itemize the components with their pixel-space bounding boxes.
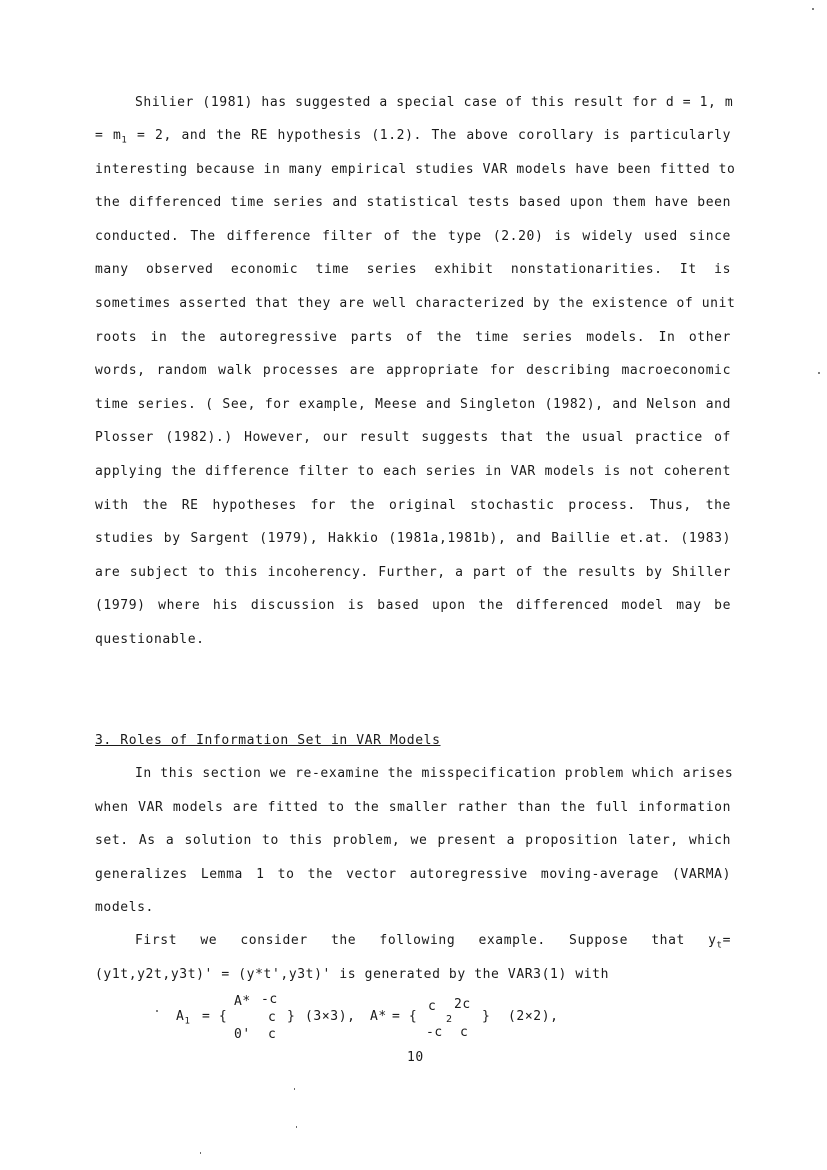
section-paragraph-last-line: models. (95, 900, 154, 915)
equals-brace-1: = { (202, 1009, 228, 1024)
matrix-a-star-label: A* (370, 1009, 387, 1024)
matrix1-c: c (268, 1010, 277, 1025)
matrix2-exponent: 2 (446, 1014, 453, 1025)
matrix2-c-bottom: c (460, 1025, 469, 1040)
scan-speck (294, 1088, 295, 1090)
example-equals: = (722, 933, 731, 948)
page-number: 10 (407, 1050, 424, 1065)
paragraph-1-line: words, random walk processes are appropriate for describing macroeconomic (95, 363, 731, 378)
section-paragraph-line-1: In this section we re-examine the misspecification problem which arises (135, 766, 734, 781)
example-subscript: t (716, 940, 723, 951)
example-line-1 (135, 933, 731, 954)
example-line-1-text: First we consider the following example. Suppose that y (135, 933, 717, 948)
paragraph-1-line: with the RE hypotheses for the original stochastic process. Thus, the (95, 498, 731, 513)
line2-subscript: 1 (121, 135, 128, 146)
matrix1-minus-c: -c (261, 992, 278, 1007)
paragraph-1-line: are subject to this incoherency. Further, a part of the results by Shiller (95, 565, 731, 580)
paragraph-1-line: interesting because in many empirical studies VAR models have been fitted to (95, 162, 736, 177)
matrix-a1-label (176, 1010, 190, 1029)
scan-speck (818, 372, 820, 374)
matrix2-c: c (428, 999, 437, 1014)
paragraph-1-line: roots in the autoregressive parts of the time series models. In other (95, 330, 731, 345)
paragraph-1-line: the differenced time series and statistical tests based upon them have been (95, 195, 731, 210)
matrix1-zero-vector: 0' (234, 1027, 251, 1042)
paragraph-1-line-1: Shilier (1981) has suggested a special case of this result for d = 1, m (135, 95, 734, 110)
paragraph-1-line: applying the difference filter to each series in VAR models is not coherent (95, 464, 731, 479)
scan-speck (156, 1010, 158, 1012)
line2-suffix: = 2, and the RE hypothesis (1.2). The above corollary is particularly (137, 128, 731, 143)
dimension-1: (3×3), (305, 1009, 356, 1024)
section-heading: 3. Roles of Information Set in VAR Models (95, 733, 441, 748)
matrix2-minus-c-squared: -c (426, 1025, 443, 1040)
paragraph-1-line: Plosser (1982).) However, our result suggests that the usual practice of (95, 430, 731, 445)
a1-subscript: 1 (184, 1016, 191, 1027)
section-paragraph-line: when VAR models are fitted to the smaller rather than the full information (95, 800, 731, 815)
close-brace-1: } (287, 1009, 296, 1024)
scan-speck (296, 1126, 297, 1128)
dimension-2: (2×2), (508, 1009, 559, 1024)
line2-prefix: = m (95, 128, 122, 143)
paragraph-1-line: studies by Sargent (1979), Hakkio (1981a,1981b), and Baillie et.at. (1983) (95, 531, 731, 546)
paragraph-1-line: time series. ( See, for example, Meese and Singleton (1982), and Nelson and (95, 397, 731, 412)
scan-speck (812, 8, 814, 10)
example-line-2: (y1t,y2t,y3t)' = (y*t',y3t)' is generated by the VAR3(1) with (95, 967, 610, 982)
close-brace-2: } (482, 1009, 491, 1024)
a1-label: A (176, 1009, 185, 1024)
paragraph-1-line: conducted. The difference filter of the type (2.20) is widely used since (95, 229, 731, 244)
paragraph-1-line: (1979) where his discussion is based upon the differenced model may be (95, 598, 731, 613)
matrix1-a-star: A* (234, 994, 251, 1009)
matrix2-2c: 2c (454, 997, 471, 1012)
paragraph-1-line-2 (95, 128, 731, 149)
equals-brace-2: = { (392, 1009, 418, 1024)
matrix1-c-bottom: c (268, 1027, 277, 1042)
scan-speck (200, 1152, 201, 1154)
paragraph-1-line: many observed economic time series exhibit nonstationarities. It is (95, 262, 731, 277)
section-paragraph-line: generalizes Lemma 1 to the vector autoregressive moving-average (VARMA) (95, 867, 731, 882)
section-paragraph-line: set. As a solution to this problem, we present a proposition later, which (95, 833, 731, 848)
paragraph-1-line: sometimes asserted that they are well characterized by the existence of unit (95, 296, 736, 311)
paragraph-1-last-line: questionable. (95, 632, 205, 647)
